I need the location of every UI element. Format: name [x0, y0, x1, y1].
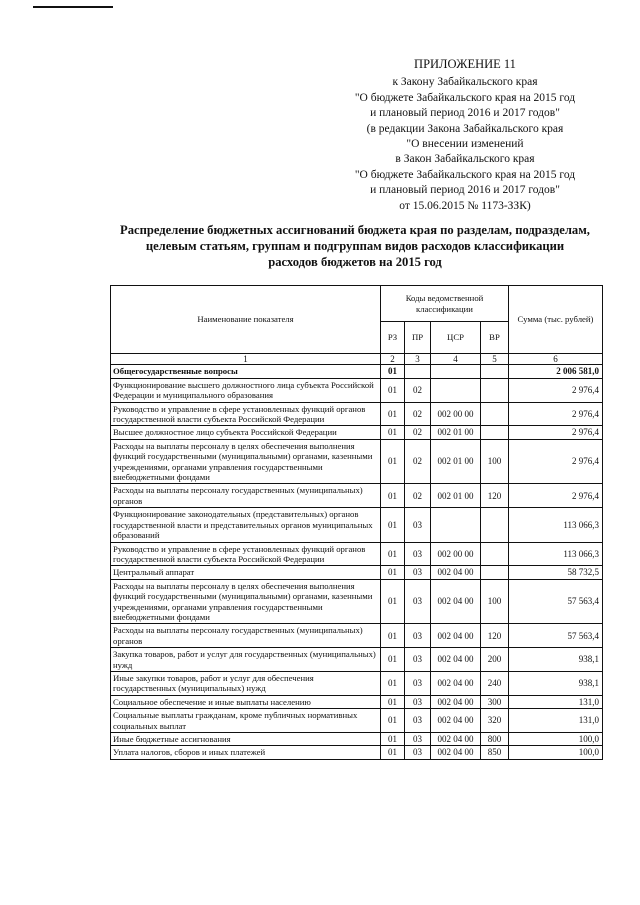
cell-vr: 100 [481, 439, 509, 484]
cell-name: Иные закупки товаров, работ и услуг для обеспечения государственных (муниципальных) нужд [111, 671, 381, 695]
cell-sum: 113 066,3 [509, 542, 603, 566]
cell-csr: 002 01 00 [431, 484, 481, 508]
cell-pr: 02 [405, 402, 431, 426]
cell-vr: 240 [481, 671, 509, 695]
cell-rz: 01 [381, 542, 405, 566]
cell-rz: 01 [381, 746, 405, 759]
cell-rz: 01 [381, 439, 405, 484]
cell-pr: 03 [405, 671, 431, 695]
cell-pr: 02 [405, 484, 431, 508]
table-row [111, 484, 603, 508]
appendix-line: и плановый период 2016 и 2017 годов" [370, 107, 560, 120]
cell-vr: 200 [481, 648, 509, 672]
cell-sum: 131,0 [509, 695, 603, 708]
cell-rz: 01 [381, 426, 405, 439]
cell-vr [481, 508, 509, 542]
cell-rz: 01 [381, 365, 405, 378]
table-row [111, 648, 603, 672]
cell-pr: 03 [405, 624, 431, 648]
table-body [111, 354, 603, 760]
appendix-line: "О бюджете Забайкальского края на 2015 год [354, 168, 576, 181]
table-row [111, 365, 603, 378]
cell-name: Расходы на выплаты персоналу государственных (муниципальных) органов [111, 484, 381, 508]
header-csr: ЦСР [431, 322, 481, 354]
cell-sum: 100,0 [509, 733, 603, 746]
cell-rz: 01 [381, 566, 405, 579]
header-pr: ПР [405, 322, 431, 354]
table-row [111, 542, 603, 566]
cell-pr: 03 [405, 709, 431, 733]
index-cell: 5 [481, 354, 509, 365]
appendix-line: от 15.06.2015 № 1173-ЗЗК) [399, 199, 531, 212]
table-row [111, 624, 603, 648]
cell-pr: 03 [405, 733, 431, 746]
appendix-line: в Закон Забайкальского края [395, 153, 535, 166]
cell-rz: 01 [381, 579, 405, 624]
cell-sum: 2 976,4 [509, 426, 603, 439]
appendix-number: ПРИЛОЖЕНИЕ 11 [414, 57, 516, 71]
cell-rz: 01 [381, 695, 405, 708]
index-cell: 6 [509, 354, 603, 365]
cell-vr: 120 [481, 624, 509, 648]
cell-csr: 002 04 00 [431, 648, 481, 672]
cell-vr: 120 [481, 484, 509, 508]
cell-sum: 57 563,4 [509, 624, 603, 648]
cell-name: Расходы на выплаты персоналу в целях обеспечения выполнения функций государственными (муниципальными) органами, казенными учреждениями, органами управления государственными внебюджетными фондами [111, 439, 381, 484]
cell-vr [481, 365, 509, 378]
cell-rz: 01 [381, 709, 405, 733]
cell-csr: 002 01 00 [431, 439, 481, 484]
table-row [111, 671, 603, 695]
cell-sum: 100,0 [509, 746, 603, 759]
appendix-line: "О бюджете Забайкальского края на 2015 год [354, 91, 576, 104]
cell-rz: 01 [381, 671, 405, 695]
cell-csr: 002 04 00 [431, 624, 481, 648]
cell-sum: 938,1 [509, 648, 603, 672]
cell-csr: 002 04 00 [431, 733, 481, 746]
cell-csr: 002 01 00 [431, 426, 481, 439]
cell-name: Общегосударственные вопросы [111, 365, 381, 378]
appendix-line: (в редакции Закона Забайкальского края [366, 122, 564, 135]
cell-pr: 03 [405, 542, 431, 566]
column-index-row [111, 354, 603, 365]
index-cell: 3 [405, 354, 431, 365]
table-row [111, 439, 603, 484]
cell-rz: 01 [381, 648, 405, 672]
table-row [111, 378, 603, 402]
cell-rz: 01 [381, 508, 405, 542]
cell-vr: 800 [481, 733, 509, 746]
cell-name: Руководство и управление в сфере установленных функций органов государственной власти субъекта Российской Федерации [111, 402, 381, 426]
cell-csr: 002 04 00 [431, 746, 481, 759]
cell-pr: 02 [405, 378, 431, 402]
budget-table [110, 285, 603, 760]
cell-pr: 03 [405, 508, 431, 542]
cell-csr: 002 04 00 [431, 579, 481, 624]
cell-name: Социальные выплаты гражданам, кроме публичных нормативных социальных выплат [111, 709, 381, 733]
cell-vr: 100 [481, 579, 509, 624]
cell-name: Высшее должностное лицо субъекта Российской Федерации [111, 426, 381, 439]
table-row [111, 402, 603, 426]
cell-pr: 02 [405, 439, 431, 484]
cell-name: Социальное обеспечение и иные выплаты населению [111, 695, 381, 708]
cell-sum: 2 006 581,0 [509, 365, 603, 378]
cell-name: Иные бюджетные ассигнования [111, 733, 381, 746]
cell-csr: 002 00 00 [431, 402, 481, 426]
cell-sum: 113 066,3 [509, 508, 603, 542]
index-cell: 4 [431, 354, 481, 365]
cell-sum: 2 976,4 [509, 484, 603, 508]
header-rz: РЗ [381, 322, 405, 354]
appendix-line: и плановый период 2016 и 2017 годов" [370, 184, 560, 197]
cell-sum: 131,0 [509, 709, 603, 733]
cell-rz: 01 [381, 733, 405, 746]
cell-csr [431, 378, 481, 402]
cell-rz: 01 [381, 402, 405, 426]
cell-csr: 002 00 00 [431, 542, 481, 566]
cell-name: Расходы на выплаты персоналу в целях обеспечения выполнения функций государственными (муниципальными) органами, казенными учреждениями, органами управления государственными внебюджетными фондами [111, 579, 381, 624]
table-row [111, 709, 603, 733]
appendix-line: "О внесении изменений [406, 138, 524, 151]
cell-sum: 2 976,4 [509, 378, 603, 402]
cell-rz: 01 [381, 484, 405, 508]
cell-csr: 002 04 00 [431, 671, 481, 695]
cell-name: Расходы на выплаты персоналу государственных (муниципальных) органов [111, 624, 381, 648]
cell-sum: 2 976,4 [509, 439, 603, 484]
document-title: Распределение бюджетных ассигнований бюджета края по разделам, подразделам, целевым статьям, группам и подгруппам видов расходов классификации расходов бюджетов на 2015 год [120, 223, 590, 269]
cell-pr: 03 [405, 746, 431, 759]
header-vr: ВР [481, 322, 509, 354]
table-row [111, 426, 603, 439]
top-rule [33, 6, 113, 8]
cell-name: Центральный аппарат [111, 566, 381, 579]
cell-vr: 300 [481, 695, 509, 708]
cell-csr [431, 365, 481, 378]
cell-pr: 03 [405, 566, 431, 579]
table-row [111, 566, 603, 579]
cell-sum: 938,1 [509, 671, 603, 695]
table-row [111, 746, 603, 759]
cell-vr: 320 [481, 709, 509, 733]
table-row [111, 733, 603, 746]
cell-sum: 2 976,4 [509, 402, 603, 426]
cell-pr: 03 [405, 695, 431, 708]
cell-csr [431, 508, 481, 542]
cell-sum: 58 732,5 [509, 566, 603, 579]
header-name: Наименование показателя [111, 286, 381, 354]
cell-vr: 850 [481, 746, 509, 759]
cell-pr: 03 [405, 579, 431, 624]
index-cell: 2 [381, 354, 405, 365]
cell-vr [481, 542, 509, 566]
header-codes: Коды ведомственной классификации [381, 286, 509, 322]
index-cell: 1 [111, 354, 381, 365]
cell-csr: 002 04 00 [431, 695, 481, 708]
cell-pr [405, 365, 431, 378]
cell-csr: 002 04 00 [431, 709, 481, 733]
cell-rz: 01 [381, 378, 405, 402]
cell-rz: 01 [381, 624, 405, 648]
header-sum: Сумма (тыс. рублей) [509, 286, 603, 354]
cell-sum: 57 563,4 [509, 579, 603, 624]
cell-vr [481, 378, 509, 402]
cell-pr: 02 [405, 426, 431, 439]
appendix-header [330, 57, 600, 214]
table-row [111, 508, 603, 542]
cell-name: Закупка товаров, работ и услуг для государственных (муниципальных) нужд [111, 648, 381, 672]
cell-name: Функционирование высшего должностного лица субъекта Российской Федерации и муниципального образования [111, 378, 381, 402]
cell-name: Функционирование законодательных (представительных) органов государственной власти и представительных органов муниципальных образований [111, 508, 381, 542]
appendix-line: к Закону Забайкальского края [392, 76, 538, 89]
cell-pr: 03 [405, 648, 431, 672]
table-row [111, 695, 603, 708]
cell-name: Уплата налогов, сборов и иных платежей [111, 746, 381, 759]
cell-vr [481, 566, 509, 579]
cell-name: Руководство и управление в сфере установленных функций органов государственной власти субъекта Российской Федерации [111, 542, 381, 566]
cell-vr [481, 426, 509, 439]
table-row [111, 579, 603, 624]
cell-vr [481, 402, 509, 426]
cell-csr: 002 04 00 [431, 566, 481, 579]
